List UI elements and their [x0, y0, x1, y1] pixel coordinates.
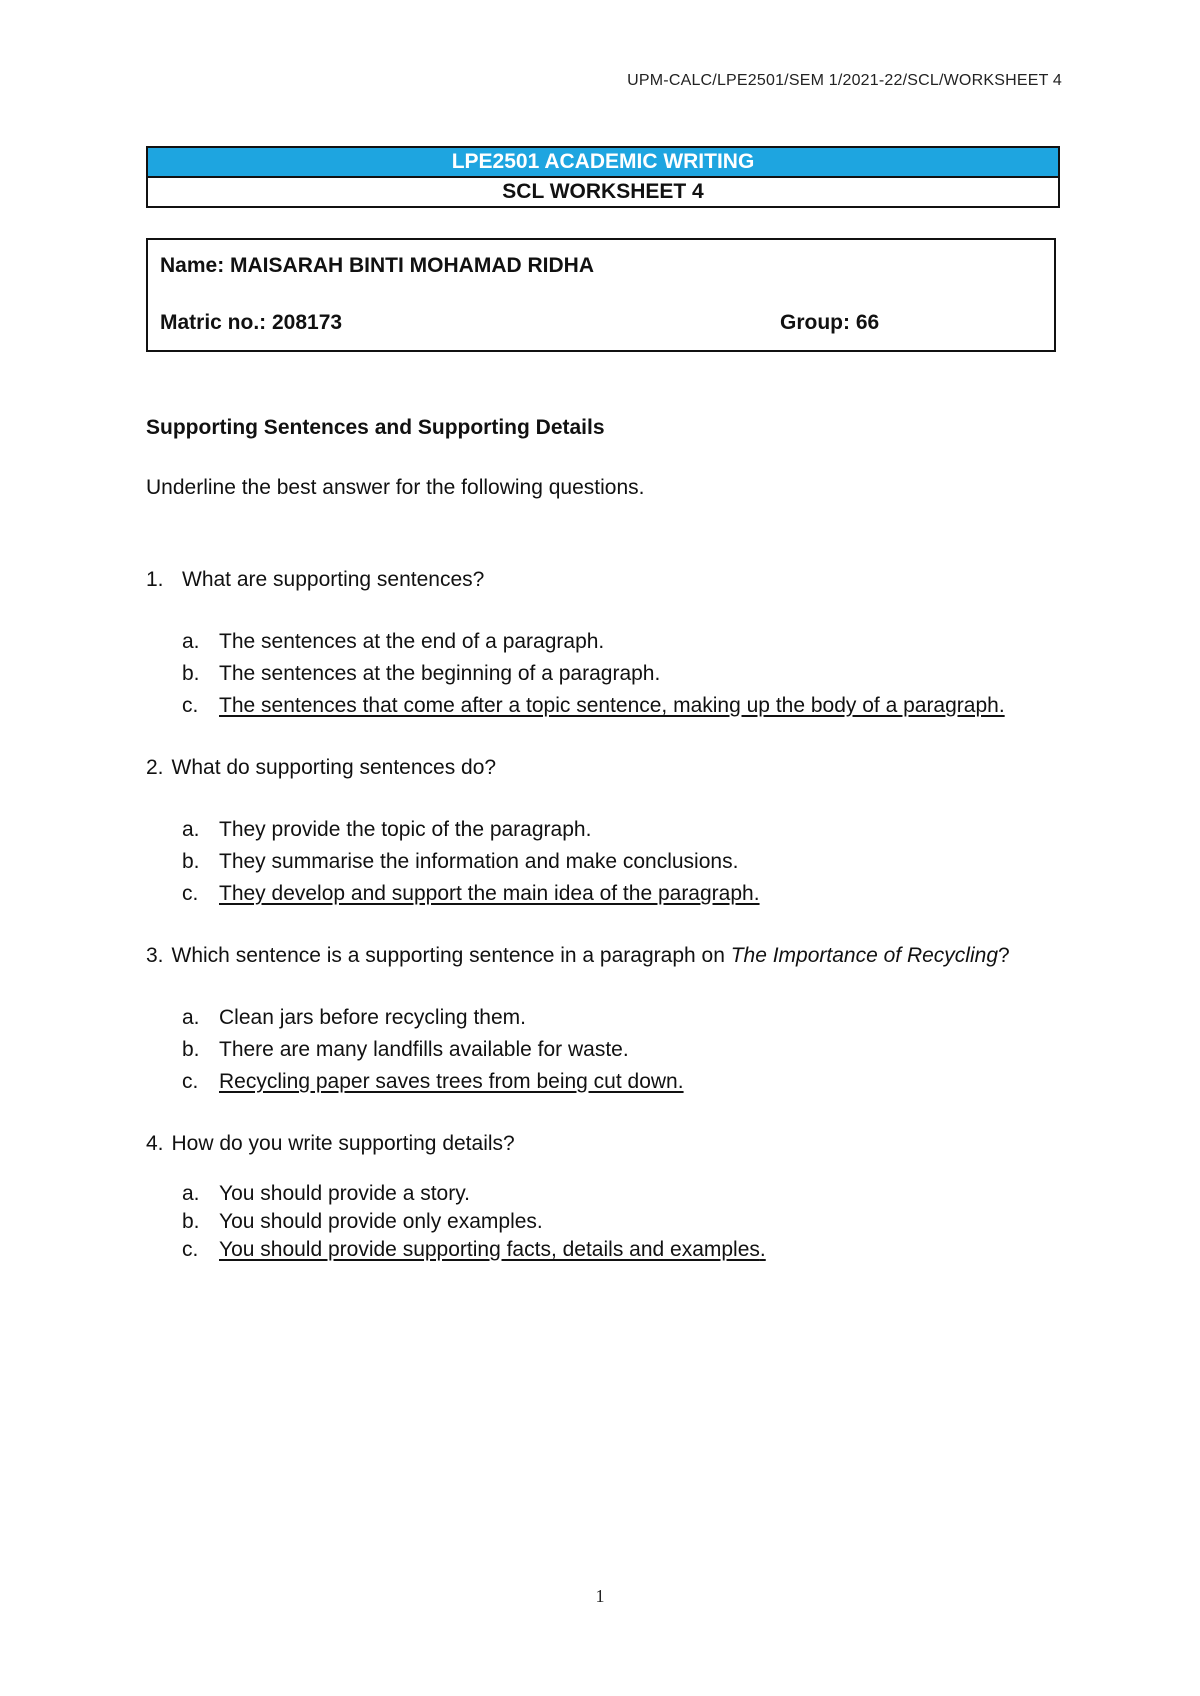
option-text: The sentences at the end of a paragraph. — [219, 630, 605, 653]
options-list — [146, 626, 1058, 722]
option-letter: b. — [182, 850, 200, 873]
option-text-main: You should provide supporting facts, details and examples — [219, 1238, 760, 1261]
question-number: 4. — [146, 1132, 164, 1155]
option-letter: b. — [182, 1038, 200, 1061]
option-text-underlined: They develop and support the main idea of the paragraph. — [219, 882, 760, 905]
option-a[interactable] — [146, 626, 1058, 658]
student-name: Name: MAISARAH BINTI MOHAMAD RIDHA — [160, 254, 594, 277]
option-letter: c. — [182, 1238, 199, 1261]
worksheet-title: SCL WORKSHEET 4 — [148, 178, 1058, 206]
option-a[interactable] — [146, 1180, 1058, 1208]
option-b[interactable] — [146, 846, 1058, 878]
option-text-tail: . — [759, 1238, 766, 1261]
option-a[interactable] — [146, 1002, 1058, 1034]
options-list — [146, 1180, 1058, 1264]
option-text: You should provide only examples. — [219, 1210, 543, 1233]
option-text-underlined — [219, 1238, 766, 1261]
option-text: There are many landfills available for waste. — [219, 1038, 629, 1061]
option-letter: a. — [182, 818, 200, 841]
option-text: Clean jars before recycling them. — [219, 1006, 526, 1029]
option-b[interactable] — [146, 1208, 1058, 1236]
question-3 — [146, 940, 1058, 1098]
option-b[interactable] — [146, 1034, 1058, 1066]
option-letter: b. — [182, 1210, 200, 1233]
option-a[interactable] — [146, 814, 1058, 846]
option-text: They provide the topic of the paragraph. — [219, 818, 592, 841]
question-1 — [146, 564, 1058, 722]
section-title: Supporting Sentences and Supporting Details — [146, 416, 605, 439]
question-text-italic: The Importance of Recycling — [730, 944, 998, 967]
option-c-selected[interactable] — [146, 690, 1058, 722]
option-b[interactable] — [146, 658, 1058, 690]
question-text: How do you write supporting details? — [171, 1132, 515, 1155]
question-number: 1. — [146, 568, 164, 591]
page-number: 1 — [595, 1586, 605, 1606]
question-text-after: ? — [998, 944, 1010, 967]
question-text-before: Which sentence is a supporting sentence in a paragraph on — [171, 944, 731, 967]
worksheet-content — [146, 412, 1058, 1264]
option-c-selected[interactable] — [146, 878, 1058, 910]
option-letter: c. — [182, 882, 199, 905]
question-number: 3. — [146, 944, 164, 967]
option-c-selected[interactable] — [146, 1236, 1058, 1264]
option-letter: a. — [182, 1182, 200, 1205]
question-number: 2. — [146, 756, 164, 779]
instruction-text: Underline the best answer for the following questions. — [146, 476, 645, 499]
student-group: Group: 66 — [780, 311, 880, 334]
option-text: You should provide a story. — [219, 1182, 470, 1205]
options-list — [146, 1002, 1058, 1098]
course-title: LPE2501 ACADEMIC WRITING — [148, 148, 1058, 178]
question-text: What do supporting sentences do? — [171, 756, 497, 779]
option-text-underlined: The sentences that come after a topic sentence, making up the body of a paragraph. — [219, 694, 1005, 717]
student-matric: Matric no.: 208173 — [160, 311, 343, 334]
question-text: What are supporting sentences? — [182, 568, 485, 591]
option-letter: b. — [182, 662, 200, 685]
page-header-reference: UPM-CALC/LPE2501/SEM 1/2021-22/SCL/WORKSHEET 4 — [627, 72, 1062, 89]
question-2 — [146, 752, 1058, 910]
question-text — [172, 940, 1058, 972]
option-letter: a. — [182, 1006, 200, 1029]
options-list — [146, 814, 1058, 910]
student-info-box — [146, 238, 1056, 352]
option-letter: a. — [182, 630, 200, 653]
title-box — [146, 146, 1060, 208]
question-4 — [146, 1128, 1058, 1264]
option-letter: c. — [182, 694, 199, 717]
option-text: They summarise the information and make conclusions. — [219, 850, 739, 873]
option-letter: c. — [182, 1070, 199, 1093]
option-text: The sentences at the beginning of a paragraph. — [219, 662, 661, 685]
option-text-underlined: Recycling paper saves trees from being cut down. — [219, 1070, 684, 1093]
option-c-selected[interactable] — [146, 1066, 1058, 1098]
